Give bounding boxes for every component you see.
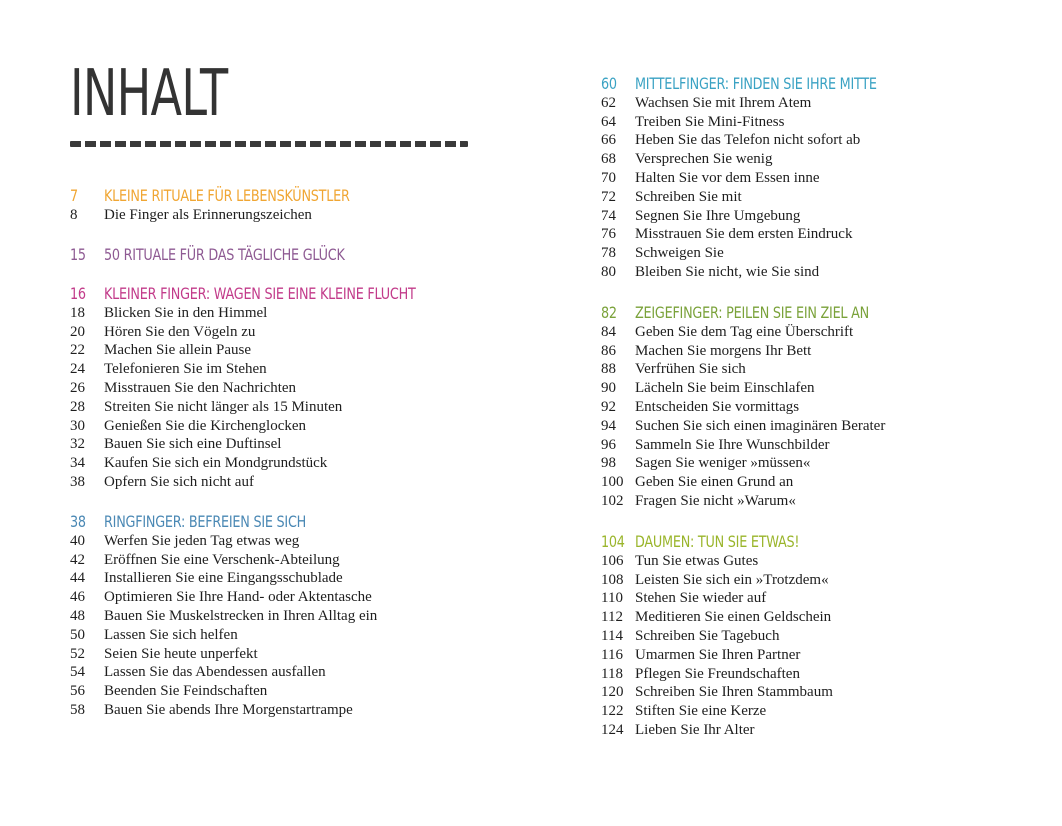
toc-entry: [601, 436, 1061, 455]
entry-title: Suchen Sie sich einen imaginären Berater: [635, 417, 886, 434]
entry-title: Beenden Sie Feindschaften: [104, 683, 268, 700]
entry-page-number: 8: [70, 206, 78, 223]
entry-page-number: 124: [601, 722, 624, 739]
entry-title: Geben Sie einen Grund an: [635, 474, 794, 491]
entry-title: Treiben Sie Mini-Fitness: [635, 113, 785, 130]
toc-entry: [601, 263, 1061, 282]
entry-page-number: 90: [601, 380, 616, 397]
entry-page-number: 76: [601, 226, 616, 243]
toc-entry: [70, 664, 530, 683]
entry-title: Geben Sie dem Tag eine Überschrift: [635, 323, 854, 340]
toc-entry: [601, 188, 1061, 207]
toc-entry: [601, 646, 1061, 665]
entry-title: Streiten Sie nicht länger als 15 Minuten: [104, 398, 343, 415]
toc-entry: [70, 701, 530, 720]
entry-title: Schreiben Sie mit: [635, 188, 742, 205]
entry-page-number: 18: [70, 304, 85, 321]
entry-page-number: 92: [601, 399, 616, 416]
entry-page-number: 32: [70, 436, 85, 453]
toc-entry: [601, 702, 1061, 721]
section-page-number: 82: [601, 302, 617, 322]
page-title: INHALT: [70, 57, 228, 131]
entry-page-number: 28: [70, 398, 85, 415]
toc-entry: [70, 454, 530, 473]
toc-entry: [601, 571, 1061, 590]
section-heading: [70, 282, 530, 304]
toc-entry: [601, 417, 1061, 436]
entry-page-number: 122: [601, 703, 624, 720]
section-title: MITTELFINGER: FINDEN SIE IHRE MITTE: [635, 73, 877, 93]
toc-entry: [70, 304, 530, 323]
entry-page-number: 116: [601, 646, 623, 663]
entry-title: Heben Sie das Telefon nicht sofort ab: [635, 132, 861, 149]
entry-title: Umarmen Sie Ihren Partner: [635, 646, 801, 663]
toc-entry: [70, 570, 530, 589]
entry-page-number: 42: [70, 551, 85, 568]
toc-entry: [601, 169, 1061, 188]
entry-page-number: 110: [601, 590, 623, 607]
toc-entry: [601, 684, 1061, 703]
toc-entry: [70, 607, 530, 626]
toc-section: [601, 301, 1061, 511]
entry-page-number: 86: [601, 342, 616, 359]
entry-title: Schreiben Sie Tagebuch: [635, 628, 780, 645]
entry-title: Tun Sie etwas Gutes: [635, 552, 759, 569]
section-heading: [70, 184, 530, 206]
toc-entry: [601, 721, 1061, 740]
entry-page-number: 96: [601, 436, 616, 453]
entry-title: Lieben Sie Ihr Alter: [635, 722, 755, 739]
toc-entry: [601, 590, 1061, 609]
entry-page-number: 26: [70, 380, 85, 397]
entry-page-number: 24: [70, 361, 85, 378]
toc-entry: [70, 436, 530, 455]
toc-section: [601, 72, 1061, 282]
toc-section: [70, 510, 530, 720]
entry-page-number: 98: [601, 455, 616, 472]
toc-entry: [70, 682, 530, 701]
entry-title: Misstrauen Sie den Nachrichten: [104, 380, 297, 397]
entry-title: Pflegen Sie Freundschaften: [635, 665, 800, 682]
entry-title: Schweigen Sie: [635, 245, 724, 262]
toc-entry: [601, 244, 1061, 263]
entry-page-number: 30: [70, 417, 85, 434]
section-heading: [70, 510, 530, 532]
entry-page-number: 58: [70, 702, 85, 719]
entry-page-number: 54: [70, 664, 85, 681]
entry-title: Telefonieren Sie im Stehen: [104, 361, 267, 378]
entry-title: Bauen Sie Muskelstrecken in Ihren Alltag ein: [104, 608, 378, 625]
entry-page-number: 102: [601, 493, 624, 510]
toc-entry: [601, 665, 1061, 684]
entry-title: Die Finger als Erinnerungszeichen: [104, 206, 312, 223]
toc-entry: [601, 552, 1061, 571]
entry-page-number: 120: [601, 684, 624, 701]
entry-title: Blicken Sie in den Himmel: [104, 304, 268, 321]
toc-entry: [601, 398, 1061, 417]
entry-page-number: 106: [601, 552, 624, 569]
toc-entry: [601, 323, 1061, 342]
toc-entry: [601, 455, 1061, 474]
entry-title: Schreiben Sie Ihren Stammbaum: [635, 684, 833, 701]
section-title: KLEINER FINGER: WAGEN SIE EINE KLEINE FLUCHT: [104, 283, 416, 303]
section-page-number: 38: [70, 511, 86, 531]
entry-page-number: 68: [601, 151, 616, 168]
toc-entry: [601, 608, 1061, 627]
entry-title: Machen Sie morgens Ihr Bett: [635, 342, 812, 359]
entry-title: Lassen Sie sich helfen: [104, 626, 238, 643]
toc-entry: [70, 379, 530, 398]
entry-title: Leisten Sie sich ein »Trotzdem«: [635, 571, 829, 588]
toc-entry: [601, 361, 1061, 380]
toc-entry: [70, 532, 530, 551]
section-title: KLEINE RITUALE FÜR LEBENSKÜNSTLER: [104, 185, 350, 205]
toc-entry: [601, 379, 1061, 398]
toc-entry: [70, 588, 530, 607]
entry-title: Sammeln Sie Ihre Wunschbilder: [635, 436, 830, 453]
entry-page-number: 84: [601, 323, 616, 340]
entry-page-number: 38: [70, 474, 85, 491]
entry-title: Kaufen Sie sich ein Mondgrundstück: [104, 455, 328, 472]
entry-title: Halten Sie vor dem Essen inne: [635, 170, 820, 187]
entry-page-number: 118: [601, 665, 623, 682]
entry-page-number: 80: [601, 264, 616, 281]
entry-page-number: 48: [70, 608, 85, 625]
entry-title: Fragen Sie nicht »Warum«: [635, 493, 796, 510]
entry-page-number: 62: [601, 94, 616, 111]
entry-title: Versprechen Sie wenig: [635, 151, 773, 168]
entry-page-number: 88: [601, 361, 616, 378]
toc-entry: [70, 645, 530, 664]
toc-section: [70, 282, 530, 492]
toc-entry: [70, 323, 530, 342]
entry-page-number: 50: [70, 626, 85, 643]
toc-entry: [70, 342, 530, 361]
toc-entry: [70, 473, 530, 492]
entry-page-number: 78: [601, 245, 616, 262]
entry-title: Bleiben Sie nicht, wie Sie sind: [635, 264, 820, 281]
entry-title: Eröffnen Sie eine Verschenk-Abteilung: [104, 551, 340, 568]
entry-page-number: 74: [601, 207, 616, 224]
section-page-number: 16: [70, 283, 86, 303]
title-underline-divider: [70, 141, 468, 147]
toc-entry: [70, 551, 530, 570]
toc-entry: [70, 206, 530, 225]
section-heading: [601, 301, 1061, 323]
entry-page-number: 70: [601, 170, 616, 187]
toc-entry: [601, 94, 1061, 113]
entry-page-number: 20: [70, 323, 85, 340]
section-title: DAUMEN: TUN SIE ETWAS!: [635, 531, 800, 551]
toc-entry: [70, 417, 530, 436]
section-heading: [601, 530, 1061, 552]
toc-entry: [601, 473, 1061, 492]
entry-title: Bauen Sie abends Ihre Morgenstartrampe: [104, 702, 353, 719]
section-title: RINGFINGER: BEFREIEN SIE SICH: [104, 511, 307, 531]
entry-title: Segnen Sie Ihre Umgebung: [635, 207, 801, 224]
toc-entry: [70, 626, 530, 645]
entry-title: Stehen Sie wieder auf: [635, 590, 767, 607]
entry-title: Wachsen Sie mit Ihrem Atem: [635, 94, 812, 111]
entry-page-number: 56: [70, 683, 85, 700]
entry-title: Lächeln Sie beim Einschlafen: [635, 380, 815, 397]
toc-section: [601, 530, 1061, 740]
toc-entry: [601, 207, 1061, 226]
entry-page-number: 100: [601, 474, 624, 491]
toc-entry: [601, 132, 1061, 151]
entry-title: Entscheiden Sie vormittags: [635, 399, 800, 416]
entry-page-number: 52: [70, 645, 85, 662]
entry-title: Meditieren Sie einen Geldschein: [635, 609, 832, 626]
entry-page-number: 94: [601, 417, 616, 434]
entry-page-number: 40: [70, 532, 85, 549]
toc-entry: [70, 360, 530, 379]
entry-title: Optimieren Sie Ihre Hand- oder Aktentasche: [104, 589, 372, 606]
entry-page-number: 108: [601, 571, 624, 588]
section-title: ZEIGEFINGER: PEILEN SIE EIN ZIEL AN: [635, 302, 870, 322]
entry-title: Genießen Sie die Kirchenglocken: [104, 417, 307, 434]
toc-entry: [70, 398, 530, 417]
entry-page-number: 64: [601, 113, 616, 130]
entry-title: Hören Sie den Vögeln zu: [104, 323, 256, 340]
entry-page-number: 22: [70, 342, 85, 359]
entry-title: Bauen Sie sich eine Duftinsel: [104, 436, 282, 453]
entry-title: Installieren Sie eine Eingangsschublade: [104, 570, 343, 587]
section-page-number: 7: [70, 185, 78, 205]
toc-section: [70, 184, 530, 225]
entry-title: Machen Sie allein Pause: [104, 342, 252, 359]
toc-entry: [601, 113, 1061, 132]
entry-page-number: 34: [70, 455, 85, 472]
section-page-number: 60: [601, 73, 617, 93]
section-heading: [70, 243, 530, 265]
section-page-number: 15: [70, 244, 86, 264]
entry-title: Misstrauen Sie dem ersten Eindruck: [635, 226, 853, 243]
entry-page-number: 112: [601, 609, 623, 626]
entry-page-number: 44: [70, 570, 85, 587]
toc-section: [70, 243, 530, 265]
section-title: 50 RITUALE FÜR DAS TÄGLICHE GLÜCK: [104, 244, 345, 264]
entry-page-number: 72: [601, 188, 616, 205]
entry-title: Lassen Sie das Abendessen ausfallen: [104, 664, 326, 681]
entry-title: Stiften Sie eine Kerze: [635, 703, 767, 720]
section-page-number: 104: [601, 531, 625, 551]
entry-title: Seien Sie heute unperfekt: [104, 645, 258, 662]
toc-entry: [601, 150, 1061, 169]
toc-entry: [601, 342, 1061, 361]
toc-entry: [601, 226, 1061, 245]
toc-entry: [601, 627, 1061, 646]
entry-title: Werfen Sie jeden Tag etwas weg: [104, 532, 300, 549]
entry-page-number: 114: [601, 628, 623, 645]
entry-page-number: 66: [601, 132, 616, 149]
toc-entry: [601, 492, 1061, 511]
entry-title: Opfern Sie sich nicht auf: [104, 474, 254, 491]
entry-title: Sagen Sie weniger »müssen«: [635, 455, 811, 472]
entry-page-number: 46: [70, 589, 85, 606]
entry-title: Verfrühen Sie sich: [635, 361, 746, 378]
section-heading: [601, 72, 1061, 94]
